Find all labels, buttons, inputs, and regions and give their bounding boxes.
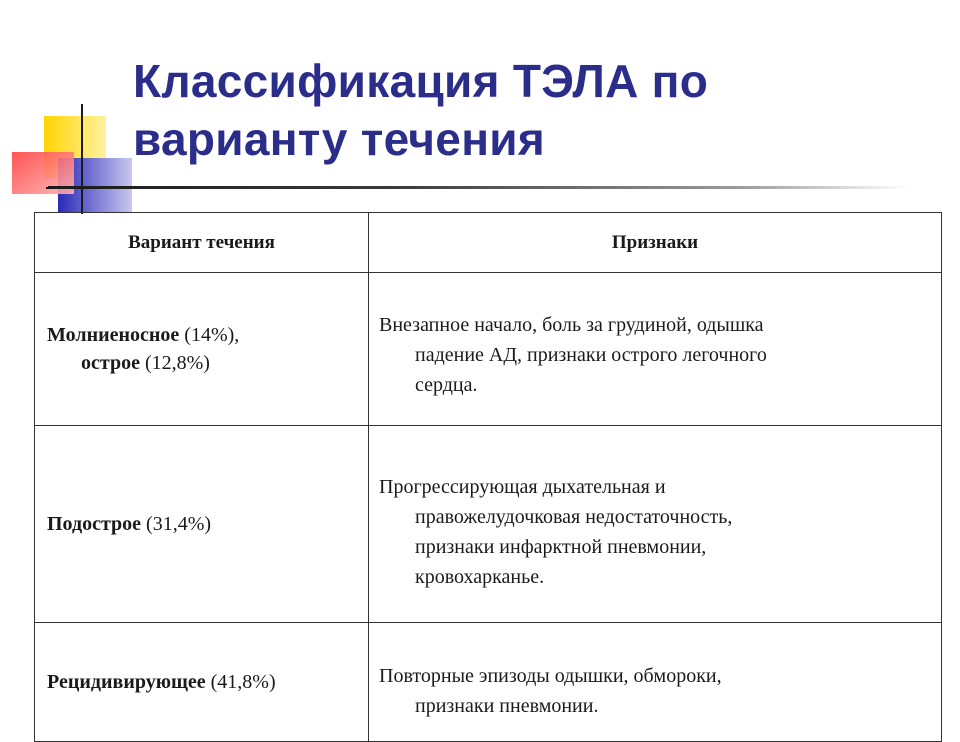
signs-cell (369, 623, 942, 742)
signs-line: кровохарканье. (415, 566, 545, 588)
variant-name: острое (81, 352, 140, 374)
table-header-row (35, 213, 942, 273)
signs-line: Прогрессирующая дыхательная и (379, 476, 666, 498)
signs-line: признаки пневмонии. (415, 695, 599, 717)
table-row (35, 426, 942, 623)
variant-cell (35, 426, 369, 623)
variant-cell (35, 623, 369, 742)
variant-percent: (41,8%) (205, 671, 276, 693)
table-row (35, 273, 942, 426)
signs-cell (369, 426, 942, 623)
variant-percent: (12,8%) (139, 352, 210, 374)
variant-name: Рецидивирующее (47, 671, 206, 693)
variant-percent: (31,4%) (141, 513, 212, 535)
variant-cell (35, 273, 369, 426)
title-divider (48, 186, 910, 189)
table-row (35, 623, 942, 742)
header-variant: Вариант течения (35, 213, 369, 273)
title-line-1: Классификация ТЭЛА по (133, 55, 709, 107)
signs-line: падение АД, признаки острого легочного (415, 344, 767, 366)
signs-line: признаки инфарктной пневмонии, (415, 536, 707, 558)
signs-line: правожелудочковая недостаточность, (415, 506, 733, 528)
variant-percent: (14%), (179, 324, 240, 346)
variant-name: Молниеносное (47, 324, 180, 346)
slide-title (133, 52, 708, 168)
signs-cell (369, 273, 942, 426)
classification-table (34, 212, 942, 742)
title-line-2: варианту течения (133, 113, 545, 165)
header-signs: Признаки (369, 213, 942, 273)
signs-line: Повторные эпизоды одышки, обмороки, (379, 665, 722, 687)
signs-line: сердца. (415, 374, 478, 396)
variant-name: Подострое (47, 513, 142, 535)
signs-line: Внезапное начало, боль за грудиной, одышка (379, 314, 764, 336)
